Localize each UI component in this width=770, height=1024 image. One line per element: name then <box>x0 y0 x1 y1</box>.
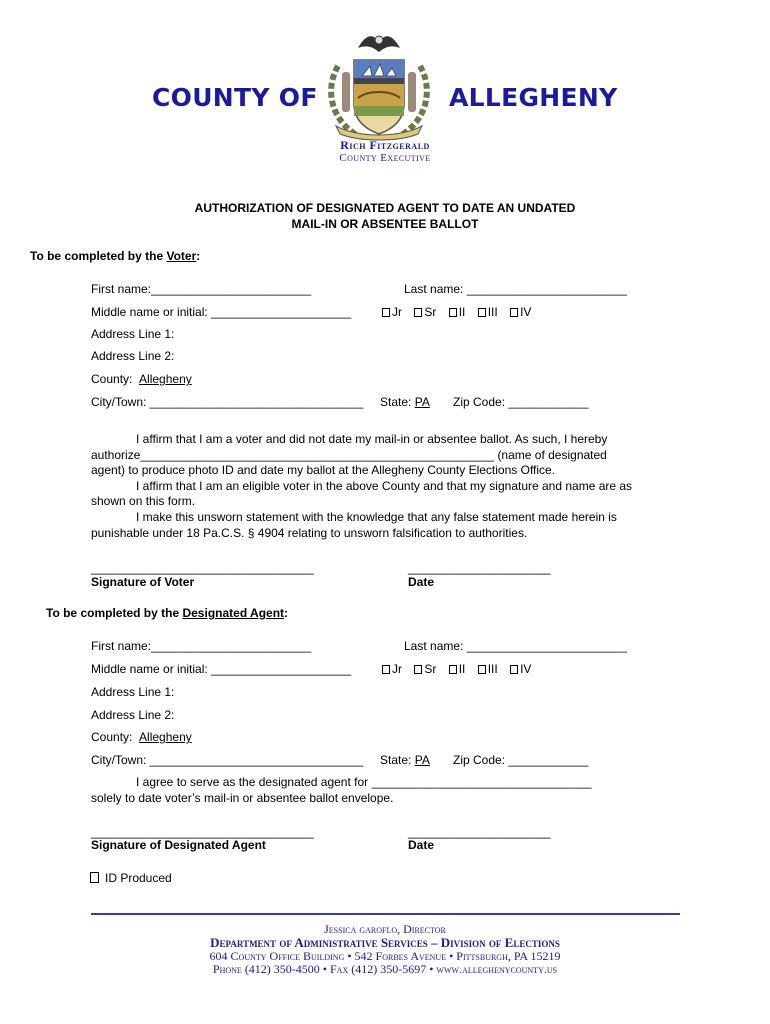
agent-middle-name-field[interactable]: Middle name or initial: _____________________ <box>91 662 352 676</box>
voter-heading-suffix: : <box>196 249 201 263</box>
statement-line: I make this unsworn statement with the knowledge that any false statement made herein is <box>136 509 617 524</box>
voter-affirmation <box>91 432 691 541</box>
agent-suffix-options <box>382 662 540 676</box>
agent-name-blank[interactable]: _____________________________________________________ <box>140 447 495 462</box>
county-value: Allegheny <box>139 372 192 386</box>
agent-suffix-iv[interactable] <box>510 662 531 676</box>
agent-signature-caption: Signature of Designated Agent <box>91 838 266 852</box>
agent-name-note: (name of designated <box>497 447 607 462</box>
agent-first-name-field[interactable]: First name:________________________ <box>91 639 312 653</box>
checkbox-icon <box>449 308 457 317</box>
checkbox-icon <box>90 872 99 883</box>
county-executive-name: Rich Fitzgerald <box>340 138 430 152</box>
voter-suffix-iv[interactable] <box>510 305 531 319</box>
agent-agreement <box>91 775 691 806</box>
state-value: PA <box>414 753 430 767</box>
checkbox-icon <box>478 308 486 317</box>
affirm-line: shown on this form. <box>91 494 196 509</box>
voter-middle-name-field[interactable]: Middle name or initial: _____________________ <box>91 305 352 319</box>
county-label: County: <box>91 372 133 386</box>
suffix-label: Sr <box>424 662 437 676</box>
voter-address-line-2[interactable]: Address Line 2: <box>91 349 175 363</box>
affirm-line: I affirm that I am an eligible voter in the above County and that my signature and name are as <box>136 478 633 493</box>
affirm-line: agent) to produce photo ID and date my ballot at the Allegheny County Elections Office. <box>91 463 556 478</box>
allegheny-heading: ALLEGHENY <box>449 83 618 112</box>
agent-zip-field[interactable]: Zip Code: ____________ <box>453 753 589 767</box>
checkbox-icon <box>382 665 390 674</box>
voter-date-caption: Date <box>408 575 435 589</box>
agent-date-line[interactable]: _______________________ <box>408 825 550 839</box>
agent-county-field <box>91 730 192 744</box>
voter-date-line[interactable]: _______________________ <box>408 561 550 575</box>
checkbox-icon <box>449 665 457 674</box>
state-label: State: <box>380 395 412 409</box>
voter-address-line-1[interactable]: Address Line 1: <box>91 327 175 341</box>
state-value: PA <box>414 395 430 409</box>
suffix-label: II <box>458 662 466 676</box>
voter-suffix-iii[interactable] <box>478 305 498 319</box>
agent-city-field[interactable]: City/Town: ________________________________ <box>91 753 364 767</box>
agent-suffix-sr[interactable] <box>414 662 436 676</box>
agree-line[interactable]: I agree to serve as the designated agent for _________________________________ <box>136 775 592 789</box>
voter-signature-line[interactable]: ____________________________________ <box>91 561 314 575</box>
voter-heading-prefix: To be completed by the <box>30 249 167 263</box>
voter-suffix-sr[interactable] <box>414 305 436 319</box>
checkbox-icon <box>414 665 422 674</box>
state-label: State: <box>380 753 412 767</box>
voter-state-field <box>380 395 430 409</box>
suffix-label: II <box>458 305 466 319</box>
suffix-label: Jr <box>392 305 402 319</box>
county-seal-icon <box>318 26 440 142</box>
agent-heading-role: Designated Agent <box>182 606 285 620</box>
agent-section-heading <box>46 606 288 620</box>
voter-last-name-field[interactable]: Last name: ________________________ <box>404 282 627 296</box>
statement-line: punishable under 18 Pa.C.S. § 4904 relating to unsworn falsification to authorities. <box>91 525 528 540</box>
voter-first-name-field[interactable]: First name:________________________ <box>91 282 312 296</box>
footer-contact: Phone (412) 350-4500 • Fax (412) 350-5697 • www.alleghenycounty.us <box>212 962 558 976</box>
id-produced-checkbox[interactable] <box>90 871 172 885</box>
agree-line: solely to date voter’s mail-in or absentee ballot envelope. <box>91 790 394 805</box>
id-produced-label: ID Produced <box>105 871 172 885</box>
footer-department: Department of Administrative Services – Division of Elections <box>210 935 560 950</box>
agent-heading-suffix: : <box>284 606 289 620</box>
agent-state-field <box>380 753 430 767</box>
authorize-line <box>91 448 691 464</box>
voter-city-field[interactable]: City/Town: ________________________________ <box>91 395 364 409</box>
suffix-label: IV <box>520 305 532 319</box>
voter-heading-role: Voter <box>166 249 197 263</box>
county-executive-title: County Executive <box>339 152 431 164</box>
agent-last-name-field[interactable]: Last name: ________________________ <box>404 639 627 653</box>
agent-date-caption: Date <box>408 838 435 852</box>
form-title <box>0 200 770 232</box>
agent-suffix-jr[interactable] <box>382 662 402 676</box>
agent-address-line-2[interactable]: Address Line 2: <box>91 708 175 722</box>
voter-signature-caption: Signature of Voter <box>91 575 195 589</box>
footer-address: 604 County Office Building • 542 Forbes Avenue • Pittsburgh, PA 15219 <box>209 949 561 963</box>
county-value: Allegheny <box>139 730 192 744</box>
form-title-line-1: AUTHORIZATION OF DESIGNATED AGENT TO DATE AN UNDATED <box>194 201 576 215</box>
agent-suffix-ii[interactable] <box>449 662 466 676</box>
voter-suffix-jr[interactable] <box>382 305 402 319</box>
voter-county-field <box>91 372 192 386</box>
agent-suffix-iii[interactable] <box>478 662 498 676</box>
checkbox-icon <box>478 665 486 674</box>
checkbox-icon <box>510 308 518 317</box>
agent-heading-prefix: To be completed by the <box>46 606 183 620</box>
suffix-label: III <box>487 305 498 319</box>
footer-rule <box>91 913 680 915</box>
authorize-label: authorize <box>91 447 141 462</box>
suffix-label: IV <box>520 662 532 676</box>
county-of-heading: COUNTY OF <box>152 83 318 112</box>
checkbox-icon <box>510 665 518 674</box>
checkbox-icon <box>414 308 422 317</box>
county-label: County: <box>91 730 133 744</box>
agent-signature-line[interactable]: ____________________________________ <box>91 825 314 839</box>
checkbox-icon <box>382 308 390 317</box>
footer-director: Jessica garoflo, Director <box>324 922 446 936</box>
affirm-line: I affirm that I am a voter and did not date my mail-in or absentee ballot. As such, I hereby <box>136 432 608 446</box>
suffix-label: Sr <box>424 305 437 319</box>
suffix-label: Jr <box>392 662 402 676</box>
voter-suffix-options <box>382 305 540 319</box>
voter-section-heading <box>30 249 200 263</box>
suffix-label: III <box>487 662 498 676</box>
voter-zip-field[interactable]: Zip Code: ____________ <box>453 395 589 409</box>
agent-address-line-1[interactable]: Address Line 1: <box>91 685 175 699</box>
form-title-line-2: MAIL-IN OR ABSENTEE BALLOT <box>291 217 479 231</box>
voter-suffix-ii[interactable] <box>449 305 466 319</box>
